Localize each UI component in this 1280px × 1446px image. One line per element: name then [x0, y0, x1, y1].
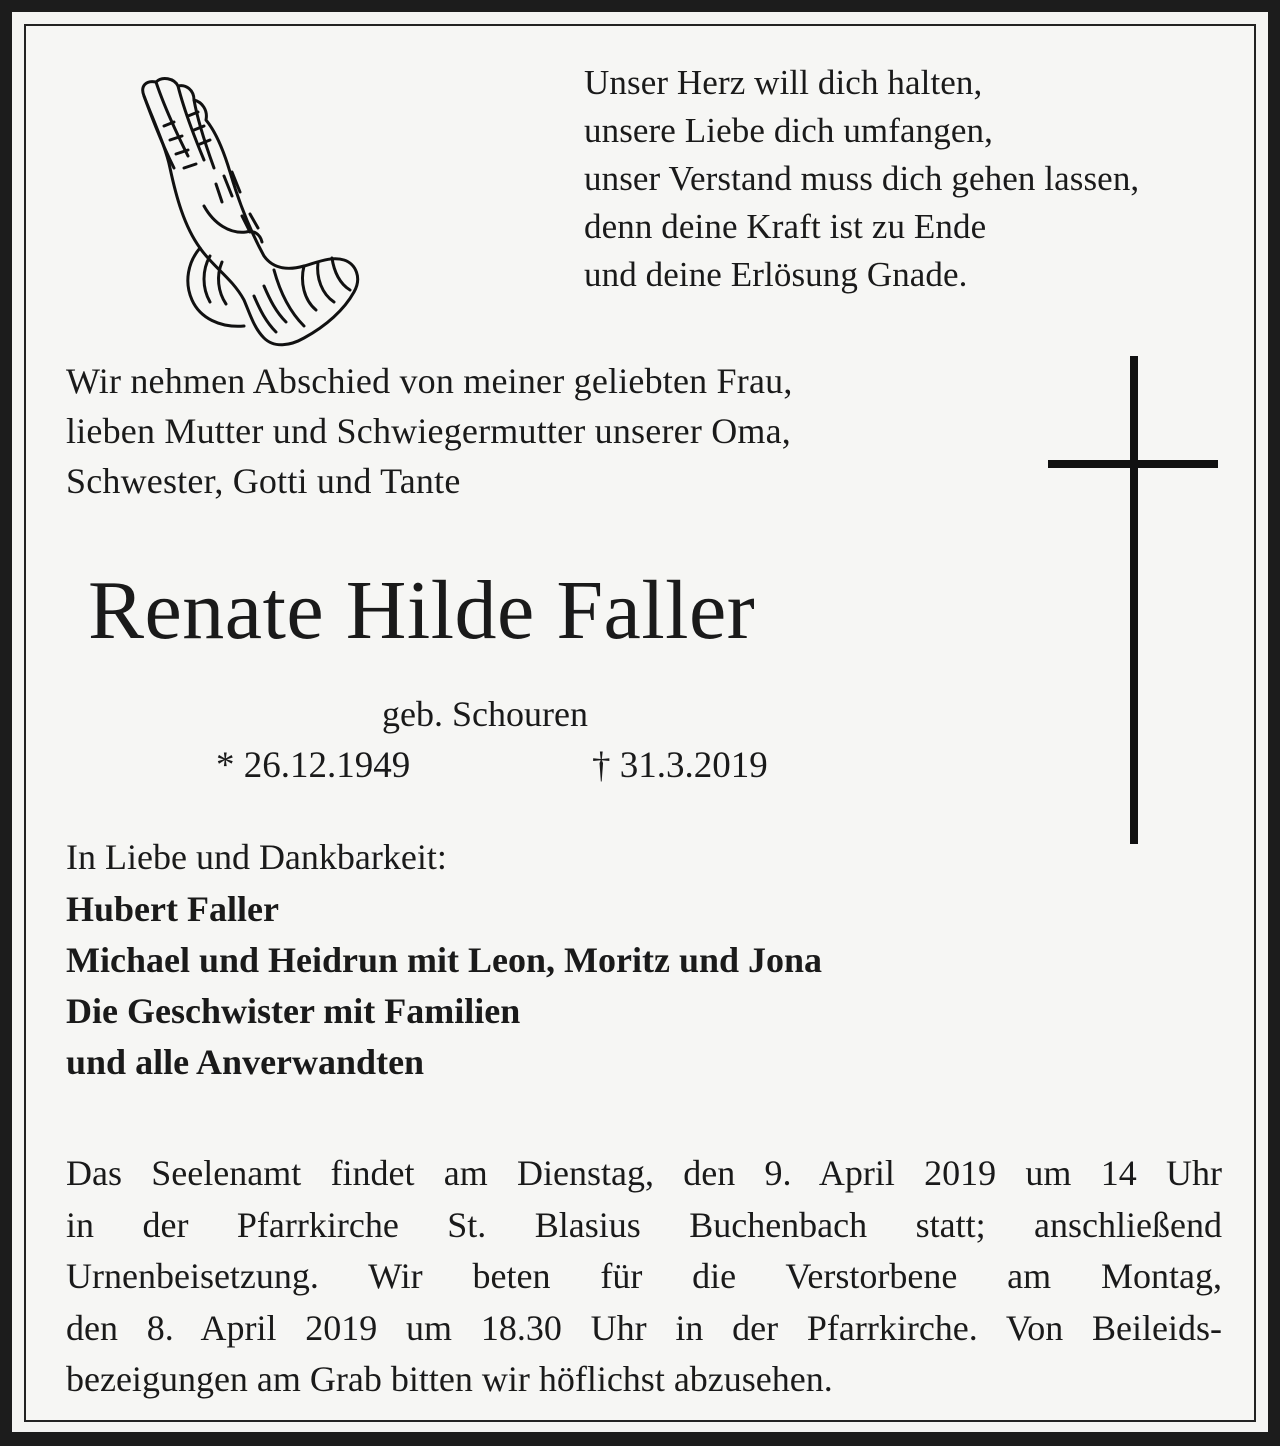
intro-line: Wir nehmen Abschied von meiner geliebten Frau, [66, 361, 793, 401]
mourner-line: Hubert Faller [66, 889, 279, 929]
mourner-line: Michael und Heidrun mit Leon, Moritz und Jona [66, 940, 823, 980]
farewell-intro [66, 356, 793, 506]
mourner-line: und alle Anverwandten [66, 1042, 425, 1082]
deceased-name: Renate Hilde Faller [88, 564, 756, 657]
cross-horizontal-bar [1048, 460, 1218, 468]
poem-line: unser Verstand muss dich gehen lassen, [584, 159, 1140, 198]
poem-verse [584, 59, 1139, 299]
thanks-heading: In Liebe und Dankbarkeit: [66, 837, 447, 877]
service-line: den 8. April 2019 um 18.30 Uhr in der Pfarrkirche. Von Beileids- [66, 1307, 1222, 1348]
birth-date: * 26.12.1949 [216, 745, 411, 786]
maiden-name: geb. Schouren [382, 694, 588, 734]
mourner-line: Die Geschwister mit Familien [66, 991, 521, 1031]
praying-hands-icon [104, 56, 366, 356]
intro-line: lieben Mutter und Schwiegermutter unserer Oma, [66, 411, 791, 451]
intro-line: Schwester, Gotti und Tante [66, 461, 461, 501]
service-line: Das Seelenamt findet am Dienstag, den 9. April 2019 um 14 Uhr [66, 1153, 1222, 1193]
mourners-list [66, 884, 822, 1088]
poem-line: Unser Herz will dich halten, [584, 63, 983, 102]
obituary-card [24, 24, 1256, 1422]
service-notice [66, 1148, 1222, 1406]
death-date: † 31.3.2019 [592, 745, 768, 786]
poem-line: und deine Erlösung Gnade. [584, 255, 968, 294]
service-line: in der Pfarrkirche St. Blasius Buchenbach statt; anschließend [66, 1204, 1222, 1245]
poem-line: unsere Liebe dich umfangen, [584, 111, 993, 150]
poem-line: denn deine Kraft ist zu Ende [584, 207, 987, 246]
service-line: bezeigungen am Grab bitten wir höflichst abzusehen. [66, 1359, 833, 1399]
service-line: Urnenbeisetzung. Wir beten für die Verstorbene am Montag, [66, 1256, 1222, 1296]
cross-vertical-bar [1130, 356, 1138, 844]
cross-icon [1048, 356, 1218, 844]
